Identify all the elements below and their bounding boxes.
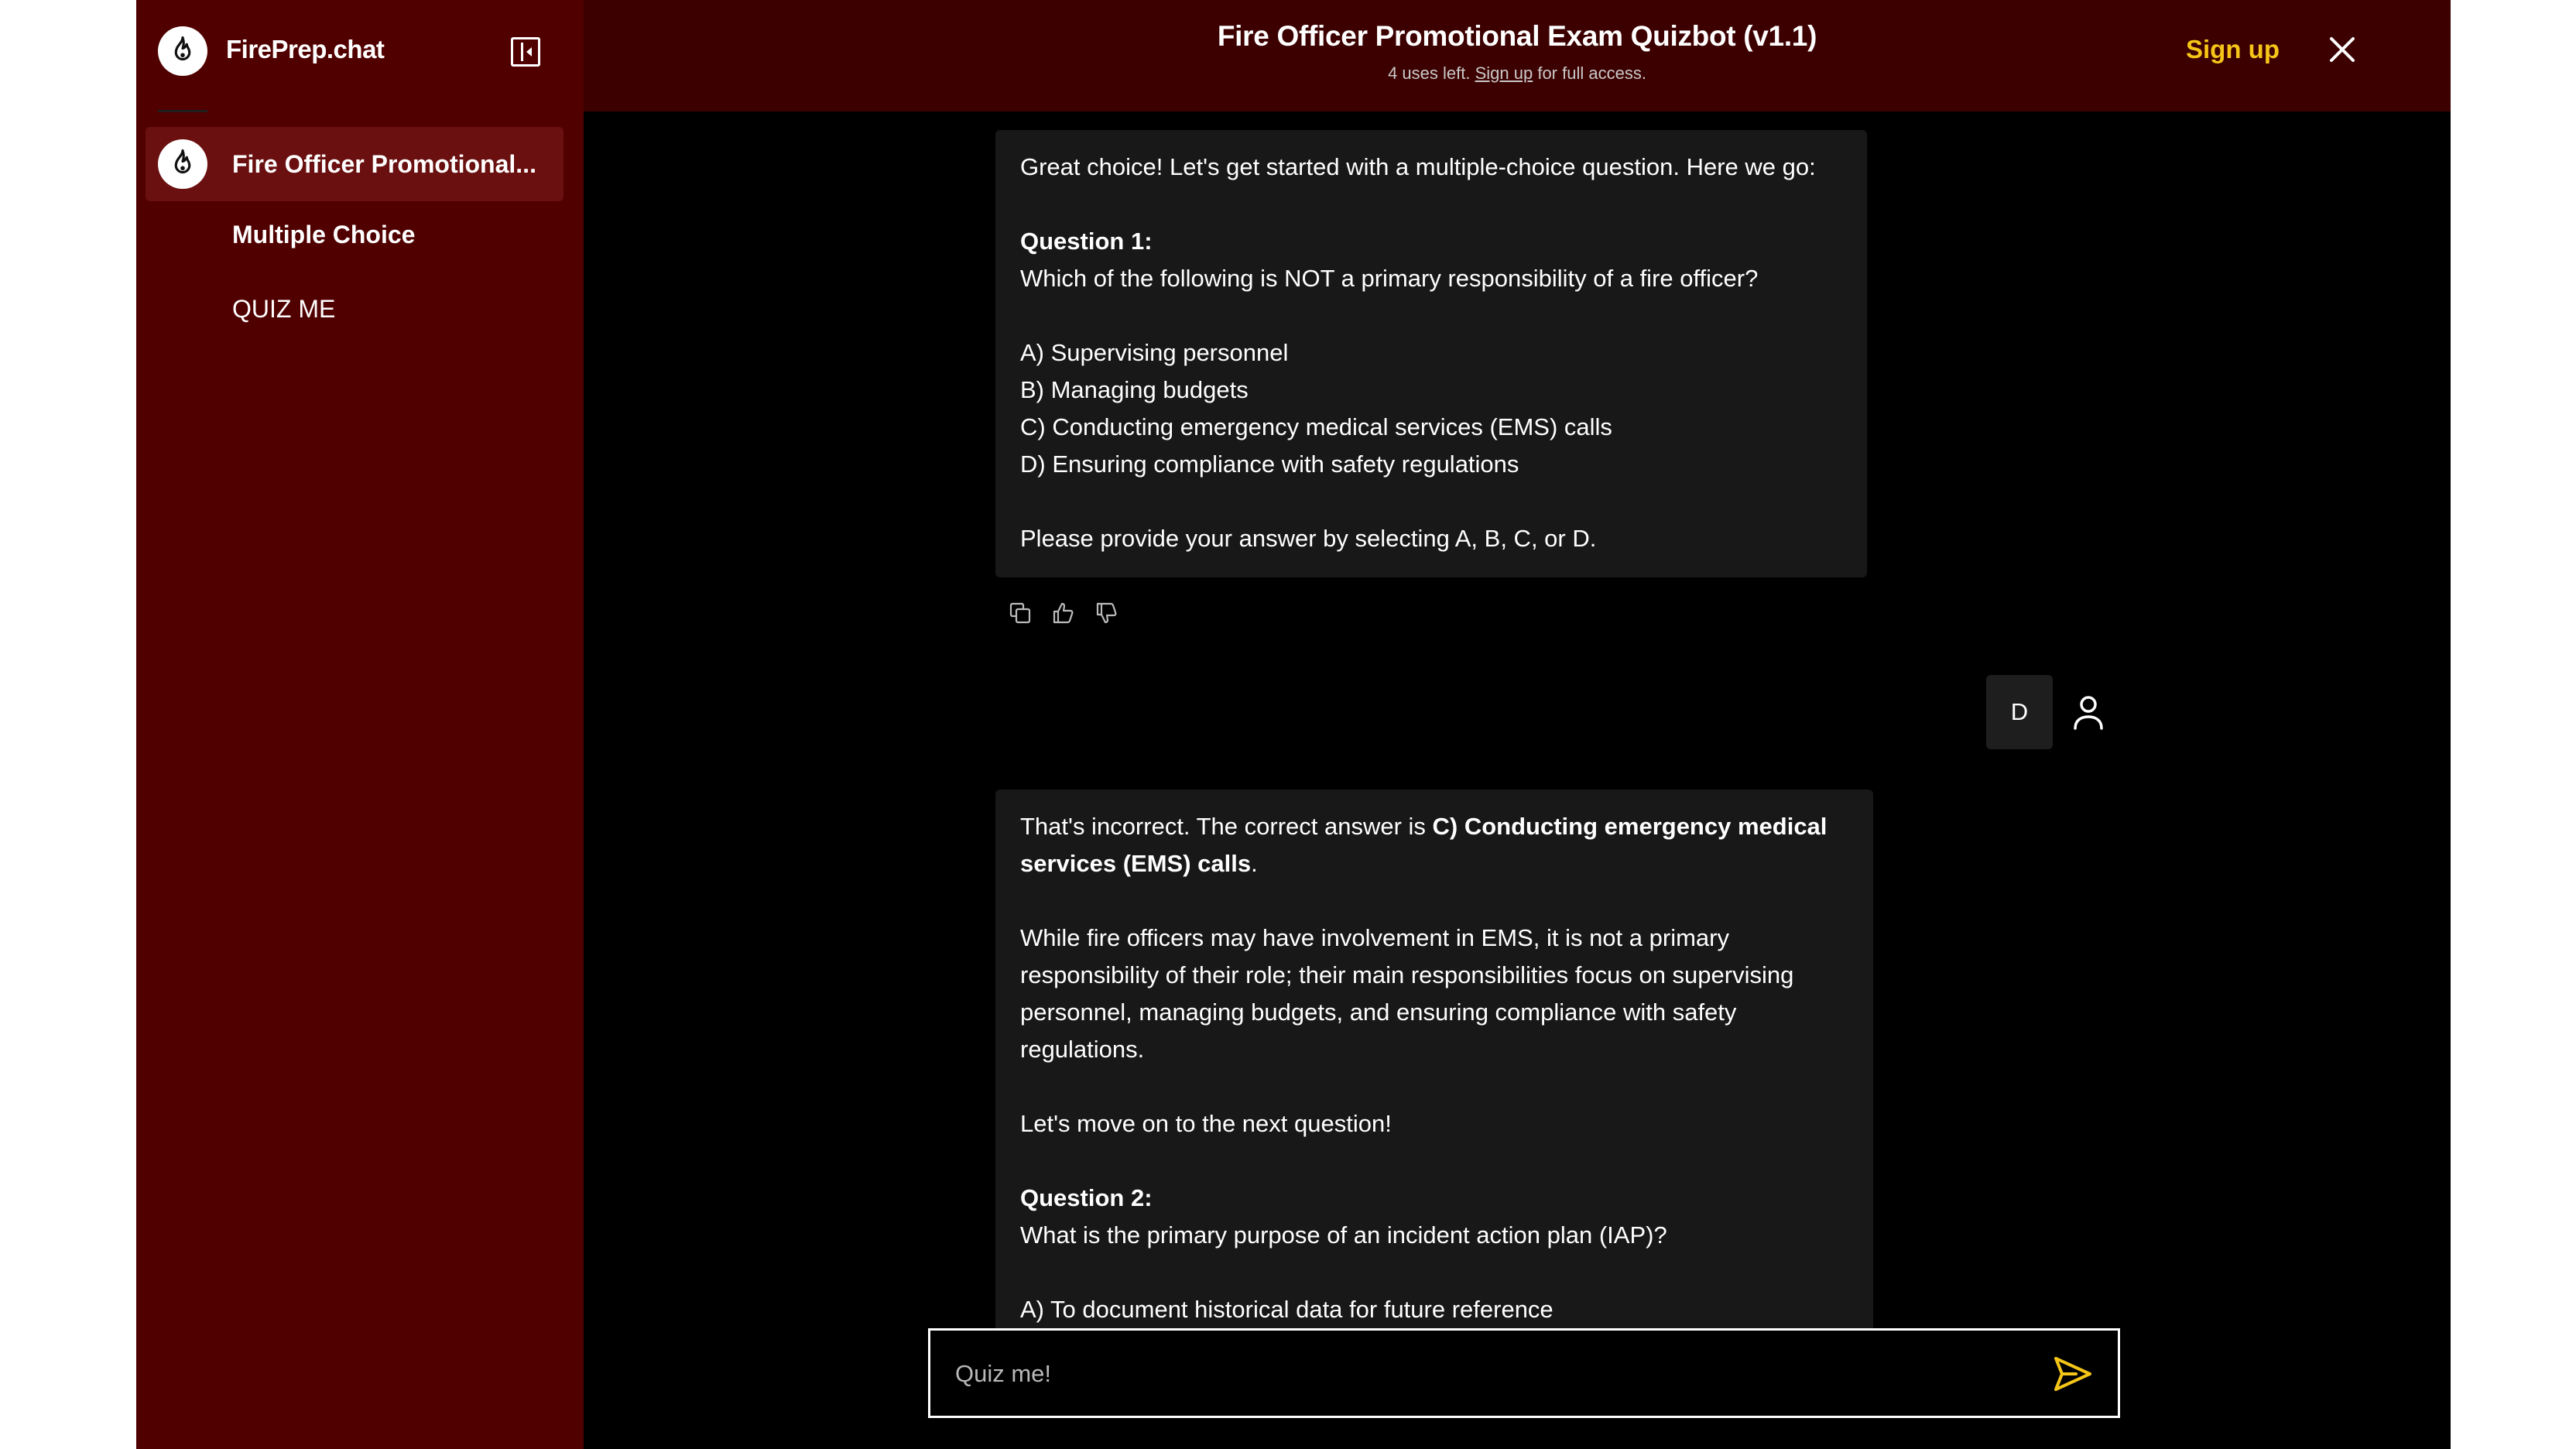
sidebar-item-multiple-choice[interactable]: Multiple Choice (232, 221, 416, 248)
chat-logo-icon (158, 139, 207, 189)
sidebar (136, 0, 584, 1449)
signup-link[interactable]: Sign up (1475, 63, 1533, 83)
usage-notice (584, 63, 2451, 84)
header (584, 0, 2451, 111)
question-label: Question 1: (1020, 228, 1153, 255)
explanation-text: While fire officers may have involvement in EMS, it is not a primary responsibility of their role; their main responsibilities focus on supervising personnel, managing budgets, and ensuring compliance with safety regulations. (1020, 924, 1800, 1063)
bot-message (995, 130, 1867, 577)
app-window (136, 0, 2451, 1449)
incorrect-text: That's incorrect. The correct answer is (1020, 813, 1433, 840)
message-intro: Great choice! Let's get started with a multiple-choice question. Here we go: (1020, 153, 1816, 180)
answer-prompt: Please provide your answer by selecting A, B, C, or D. (1020, 525, 1597, 552)
bot-message (995, 790, 1873, 1378)
move-on-text: Let's move on to the next question! (1020, 1110, 1392, 1137)
user-message-avatar: D (1986, 675, 2053, 749)
question-text: Which of the following is NOT a primary responsibility of a fire officer? (1020, 265, 1759, 292)
question-label: Question 2: (1020, 1184, 1153, 1211)
fireprep-logo-icon (158, 26, 207, 76)
page-title: Fire Officer Promotional Exam Quizbot (v1.1) (1217, 20, 1817, 52)
send-icon[interactable] (2053, 1354, 2093, 1394)
copy-icon[interactable] (1008, 601, 1033, 625)
user-icon (2071, 694, 2105, 731)
full-access-text: for full access. (1537, 63, 1646, 83)
uses-left-text: 4 uses left. (1388, 63, 1471, 83)
sidebar-chat-item[interactable] (146, 127, 564, 201)
correct-answer: C) Conducting emergency medical services (EMS) calls (1020, 813, 1834, 877)
chat-input[interactable] (954, 1331, 2025, 1417)
thumbs-up-icon[interactable] (1051, 601, 1076, 625)
chat-input-box (928, 1328, 2120, 1418)
answer-option: A) To document historical data for future reference (1020, 1296, 1553, 1323)
sidebar-chat-label: Fire Officer Promotional... (232, 150, 536, 178)
question-text: What is the primary purpose of an incident action plan (IAP)? (1020, 1221, 1667, 1249)
close-icon[interactable] (2327, 34, 2358, 65)
brand-name: FirePrep.chat (226, 35, 385, 63)
thumbs-down-icon[interactable] (1094, 601, 1119, 625)
answer-option: D) Ensuring compliance with safety regulations (1020, 450, 1519, 478)
period: . (1251, 850, 1258, 877)
sidebar-item-quiz-me[interactable]: QUIZ ME (232, 295, 336, 323)
answer-option: C) Conducting emergency medical services (EMS) calls (1020, 413, 1612, 440)
answer-option: B) Managing budgets (1020, 376, 1249, 403)
collapse-sidebar-icon[interactable] (511, 37, 540, 67)
answer-option: A) Supervising personnel (1020, 339, 1289, 366)
sidebar-divider (158, 110, 207, 112)
signup-button[interactable]: Sign up (2186, 35, 2280, 63)
